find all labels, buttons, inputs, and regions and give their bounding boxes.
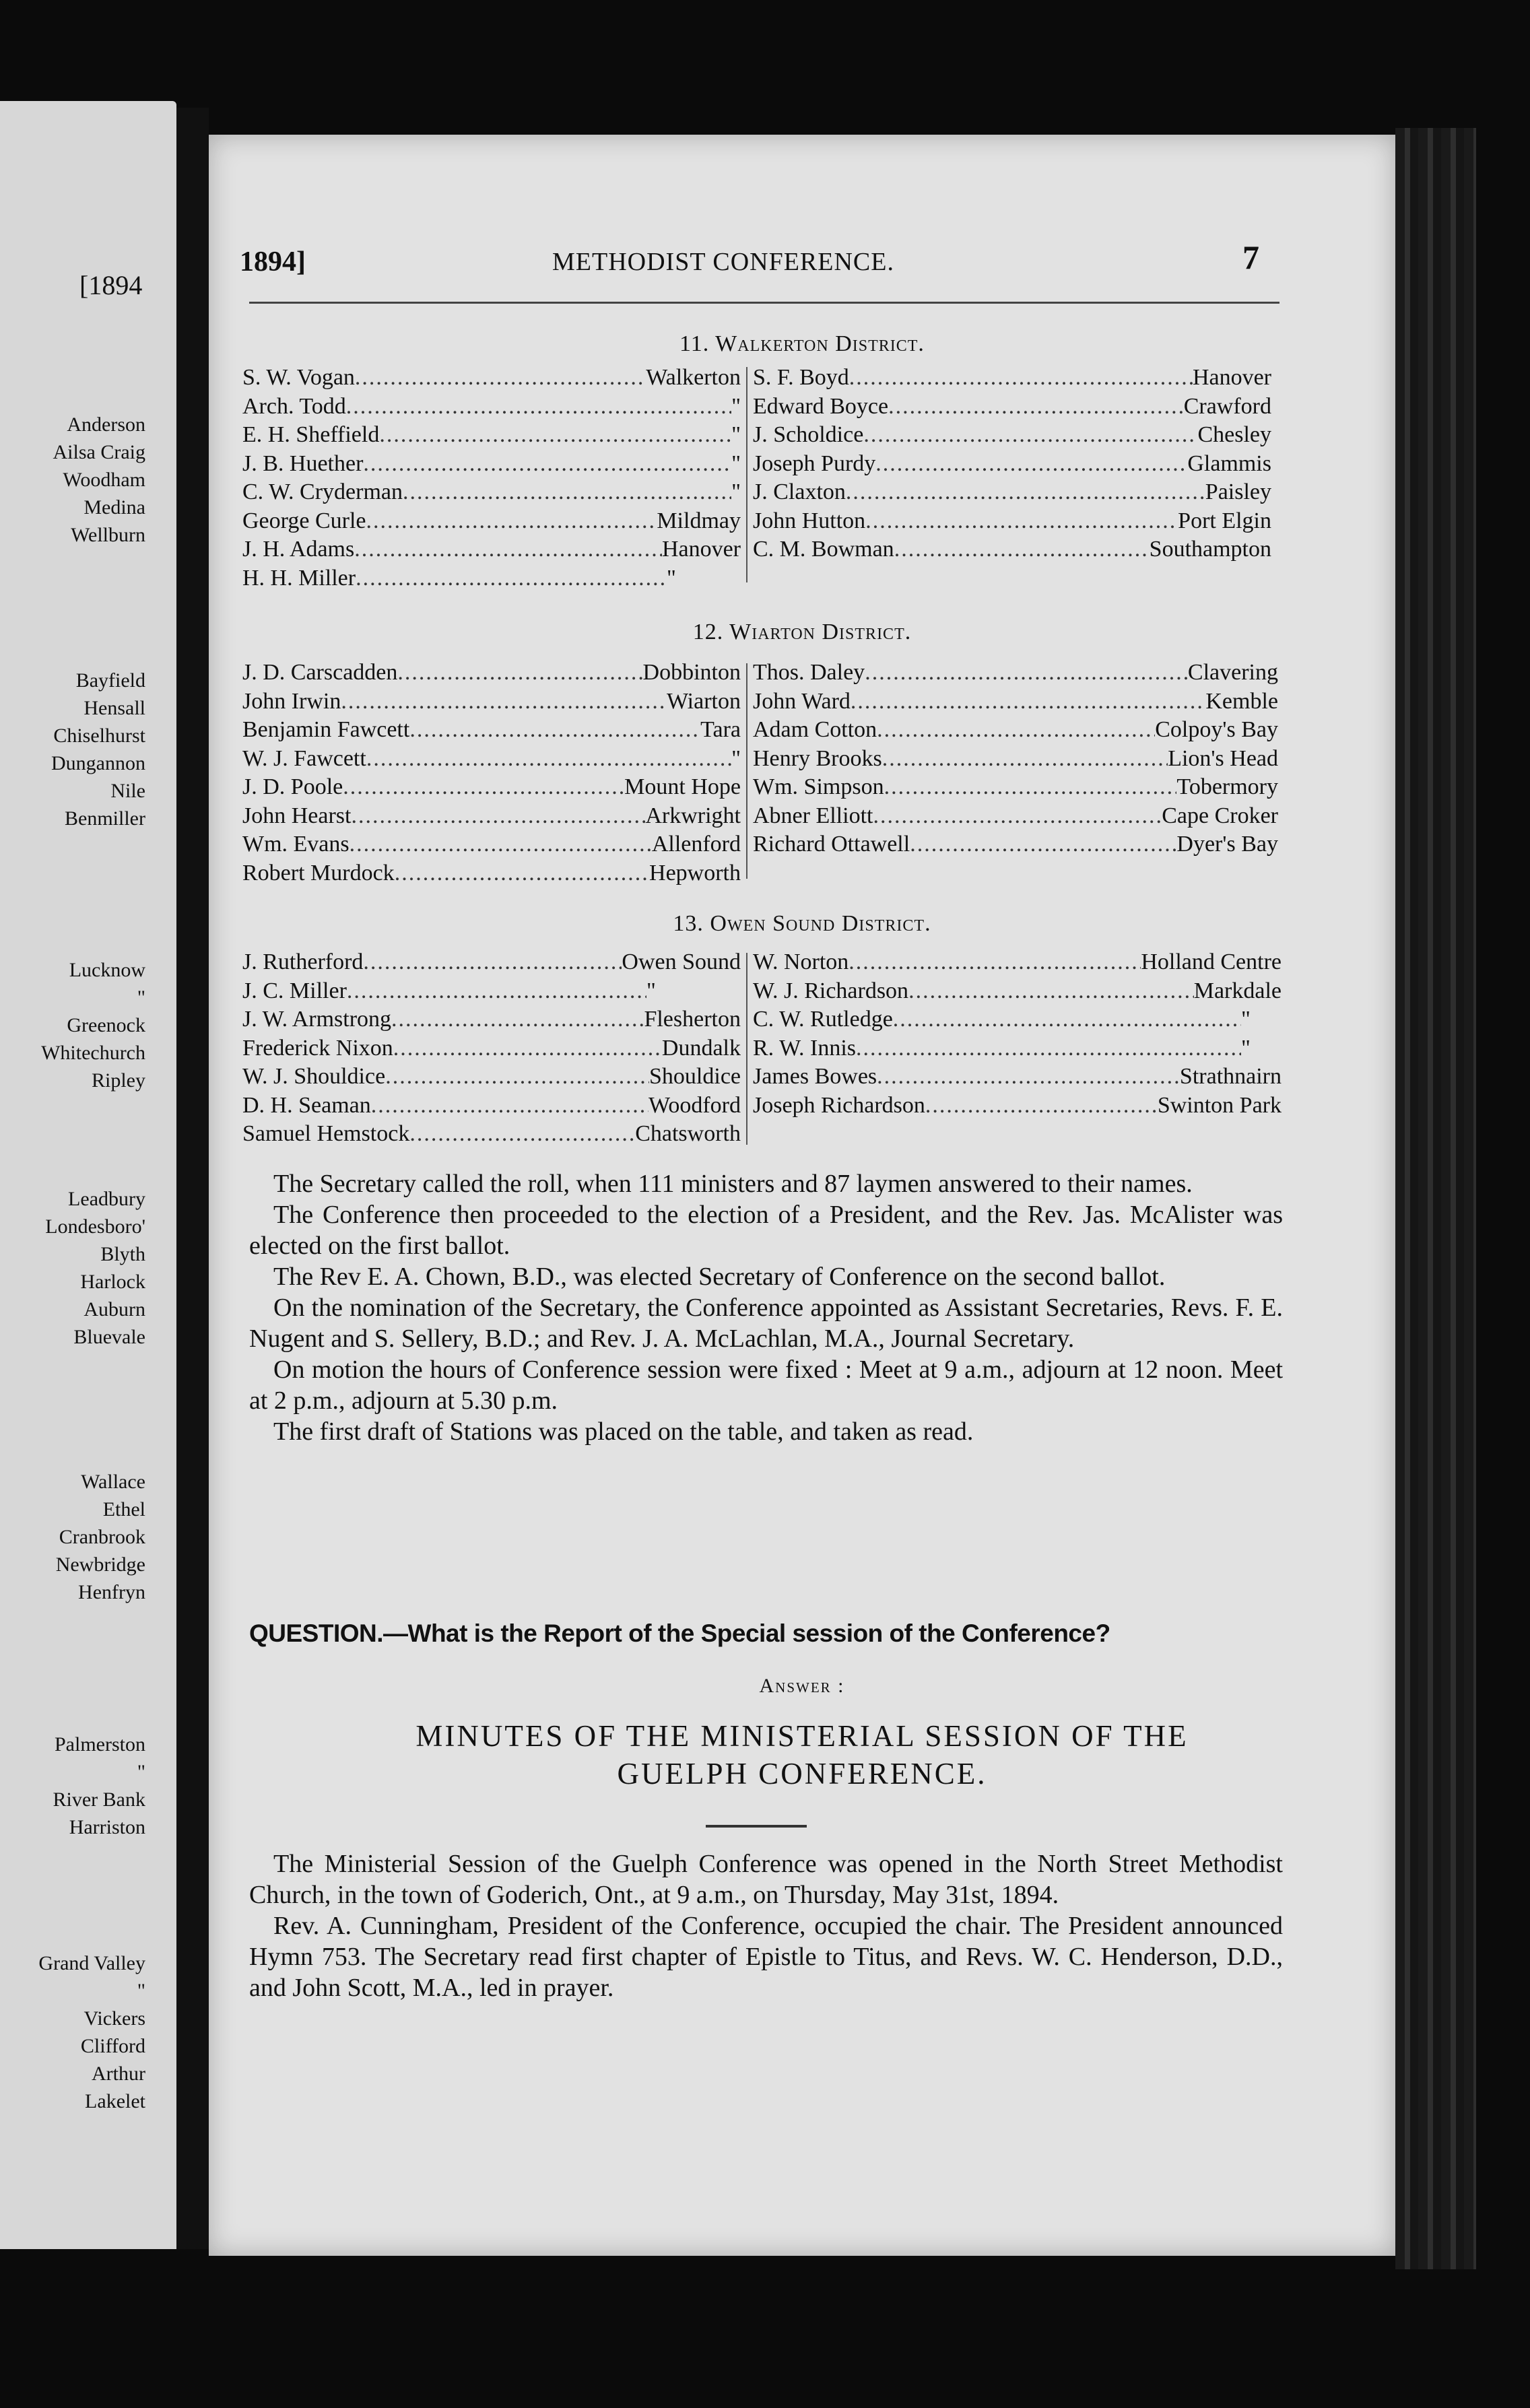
facing-place: Cranbrook — [59, 1526, 145, 1548]
appointment-row: J. D. Carscadden ..... Dobbinton — [242, 659, 741, 688]
district-walkerton-left-column — [242, 364, 741, 593]
appointment-row: R. W. Innis ..... " — [753, 1034, 1282, 1063]
minutes-title-line-1: MINUTES OF THE MINISTERIAL SESSION OF THE — [415, 1719, 1189, 1753]
facing-place: " — [137, 1761, 145, 1783]
appointment-row: H. H. Miller ..... " — [242, 564, 741, 593]
appointment-row: John Irwin ..... Wiarton — [242, 688, 741, 716]
facing-place: Arthur — [92, 2063, 145, 2085]
proceedings-paragraph: On motion the hours of Conference session were fixed : Meet at 9 a.m., adjourn at 12 noon. Meet at 2 p.m., adjourn at 5.30 p.m. — [249, 1356, 1283, 1415]
appointment-row: Joseph Richardson ..... Swinton Park — [753, 1092, 1282, 1121]
appointment-row: Joseph Purdy ..... Glammis — [753, 450, 1271, 479]
facing-place: Londesboro' — [45, 1215, 145, 1238]
facing-place: Nile — [110, 780, 145, 802]
minutes-body — [249, 1848, 1283, 2003]
appointment-row: J. C. Miller ..... " — [242, 977, 741, 1006]
page-number: 7 — [1242, 238, 1259, 276]
appointment-row: S. W. Vogan ..... Walkerton — [242, 364, 741, 393]
appointment-row: W. Norton ..... Holland Centre — [753, 948, 1282, 977]
facing-page-group-7 — [38, 1949, 145, 2115]
appointment-row: John Hutton ..... Port Elgin — [753, 507, 1271, 536]
district-wiarton-left-column — [242, 659, 741, 888]
facing-place: Palmerston — [55, 1733, 145, 1755]
appointment-row: Thos. Daley ..... Clavering — [753, 659, 1278, 688]
answer-label: Answer : — [759, 1675, 845, 1697]
appointment-row: John Ward ..... Kemble — [753, 688, 1278, 716]
appointment-row: J. B. Huether ..... " — [242, 450, 741, 479]
appointment-row: D. H. Seaman ..... Woodford — [242, 1092, 741, 1121]
facing-place: Ailsa Craig — [53, 441, 145, 463]
facing-place: Vickers — [84, 2007, 145, 2030]
appointment-row: George Curle ..... Mildmay — [242, 507, 741, 536]
facing-place: Leadbury — [68, 1188, 145, 1210]
appointment-row: J. Scholdice ..... Chesley — [753, 421, 1271, 450]
facing-place: Greenock — [67, 1014, 145, 1036]
question-heading: QUESTION.—What is the Report of the Special session of the Conference? — [249, 1619, 1110, 1647]
facing-page-group-1 — [53, 411, 145, 549]
appointment-row: Robert Murdock ..... Hepworth — [242, 859, 741, 888]
district-walkerton-right-column — [753, 364, 1271, 564]
facing-place: Woodham — [63, 469, 145, 491]
district-wiarton-right-column — [753, 659, 1278, 859]
appointment-row: Samuel Hemstock ..... Chatsworth — [242, 1120, 741, 1149]
appointment-row: Henry Brooks ..... Lion's Head — [753, 745, 1278, 774]
running-head — [209, 238, 1395, 286]
facing-place: Newbridge — [55, 1553, 145, 1576]
appointment-row: E. H. Sheffield ..... " — [242, 421, 741, 450]
facing-place: Wallace — [81, 1471, 145, 1493]
appointment-row: W. J. Shouldice ..... Shouldice — [242, 1063, 741, 1092]
facing-place: Lakelet — [85, 2090, 145, 2112]
facing-place: Hensall — [84, 697, 145, 719]
column-divider — [746, 663, 747, 879]
facing-place: Auburn — [84, 1298, 145, 1320]
facing-place: Clifford — [80, 2035, 145, 2057]
facing-place: Wellburn — [71, 524, 145, 546]
appointment-row: J. Rutherford ..... Owen Sound — [242, 948, 741, 977]
district-title-owen-sound: 13. Owen Sound District. — [673, 911, 931, 936]
facing-place: Ethel — [102, 1498, 145, 1520]
appointment-row: Wm. Simpson ..... Tobermory — [753, 773, 1278, 802]
running-head-year: 1894] — [240, 246, 306, 277]
appointment-row: Arch. Todd ..... " — [242, 393, 741, 422]
district-title-walkerton: 11. Walkerton District. — [679, 331, 925, 356]
facing-page-group-6 — [53, 1731, 145, 1841]
column-divider — [746, 367, 747, 582]
facing-place: Anderson — [67, 413, 145, 436]
facing-page-header: [1894 — [79, 270, 143, 300]
facing-place: Henfryn — [78, 1581, 145, 1603]
appointment-row: Benjamin Fawcett ..... Tara — [242, 716, 741, 745]
appointment-row: C. M. Bowman ..... Southampton — [753, 535, 1271, 564]
facing-place: Bayfield — [75, 669, 145, 692]
facing-page-group-3 — [41, 956, 145, 1094]
facing-page-group-5 — [56, 1468, 145, 1606]
appointment-row: Wm. Evans ..... Allenford — [242, 830, 741, 859]
district-owen-sound-left-column — [242, 948, 741, 1149]
facing-page — [0, 101, 176, 2249]
facing-page-group-2 — [51, 667, 145, 832]
facing-place: Medina — [84, 496, 145, 519]
district-owen-sound-right-column — [753, 948, 1282, 1120]
appointment-row: C. W. Rutledge ..... " — [753, 1005, 1282, 1034]
book-gutter — [176, 108, 209, 2249]
appointment-row: S. F. Boyd ..... Hanover — [753, 364, 1271, 393]
appointment-row: J. Claxton ..... Paisley — [753, 478, 1271, 507]
facing-place: Lucknow — [69, 959, 145, 981]
district-title-wiarton: 12. Wiarton District. — [692, 620, 912, 644]
proceedings-paragraph: The Rev E. A. Chown, B.D., was elected Secretary of Conference on the second ballot. — [273, 1263, 1166, 1291]
appointment-row: John Hearst ..... Arkwright — [242, 802, 741, 831]
facing-place: " — [137, 986, 145, 1009]
facing-place: Harriston — [69, 1816, 145, 1838]
appointment-row: Adam Cotton ..... Colpoy's Bay — [753, 716, 1278, 745]
appointment-row: J. H. Adams ..... Hanover — [242, 535, 741, 564]
appointment-row: W. J. Fawcett ..... " — [242, 745, 741, 774]
appointment-row: J. W. Armstrong ..... Flesherton — [242, 1005, 741, 1034]
proceedings — [249, 1168, 1283, 1447]
document-page — [209, 135, 1395, 2256]
proceedings-paragraph: The Secretary called the roll, when 111 ministers and 87 laymen answered to their names. — [273, 1170, 1193, 1198]
proceedings-paragraph: The first draft of Stations was placed on the table, and taken as read. — [273, 1417, 974, 1446]
facing-place: Grand Valley — [38, 1952, 145, 1974]
running-head-title: METHODIST CONFERENCE. — [552, 248, 894, 276]
appointment-row: C. W. Cryderman ..... " — [242, 478, 741, 507]
book-page-edges — [1395, 128, 1476, 2269]
column-divider — [746, 953, 747, 1145]
facing-page-group-4 — [45, 1185, 145, 1351]
proceedings-paragraph: On the nomination of the Secretary, the Conference appointed as Assistant Secretaries, Revs. F. E. Nugent and S. Sellery, B.D.; and Rev. J. A. McLachlan, M.A., Journal Secretary. — [249, 1294, 1283, 1353]
minutes-paragraph: Rev. A. Cunningham, President of the Conference, occupied the chair. The President announced Hymn 753. The Secretary read first chapter of Epistle to Titus, and Revs. W. C. Henderson, D.D., and John Scott, M.A., led in prayer. — [249, 1912, 1283, 2002]
proceedings-paragraph: The Conference then proceeded to the election of a President, and the Rev. Jas. McAlister was elected on the first ballot. — [249, 1201, 1283, 1260]
facing-place: Harlock — [80, 1271, 145, 1293]
minutes-title — [209, 1717, 1395, 1793]
appointment-row: James Bowes ..... Strathnairn — [753, 1063, 1282, 1092]
minutes-title-line-2: GUELPH CONFERENCE. — [617, 1757, 987, 1791]
minutes-paragraph: The Ministerial Session of the Guelph Conference was opened in the North Street Methodist Church, in the town of Goderich, Ont., at 9 a.m., on Thursday, May 31st, 1894. — [249, 1850, 1283, 1909]
facing-place: " — [137, 1980, 145, 2002]
header-rule — [249, 302, 1279, 304]
appointment-row: Edward Boyce ..... Crawford — [753, 393, 1271, 422]
facing-place: Bluevale — [73, 1326, 145, 1348]
facing-place: River Bank — [53, 1788, 145, 1811]
facing-place: Whitechurch — [41, 1042, 145, 1064]
appointment-row: Abner Elliott ..... Cape Croker — [753, 802, 1278, 831]
appointment-row: J. D. Poole ..... Mount Hope — [242, 773, 741, 802]
facing-place: Chiselhurst — [53, 725, 145, 747]
facing-place: Dungannon — [51, 752, 145, 774]
facing-place: Benmiller — [65, 807, 145, 830]
appointment-row: W. J. Richardson ..... Markdale — [753, 977, 1282, 1006]
facing-place: Blyth — [100, 1243, 145, 1265]
appointment-row: Richard Ottawell ..... Dyer's Bay — [753, 830, 1278, 859]
facing-place: Ripley — [92, 1069, 145, 1092]
appointment-row: Frederick Nixon ..... Dundalk — [242, 1034, 741, 1063]
section-rule — [706, 1825, 807, 1828]
